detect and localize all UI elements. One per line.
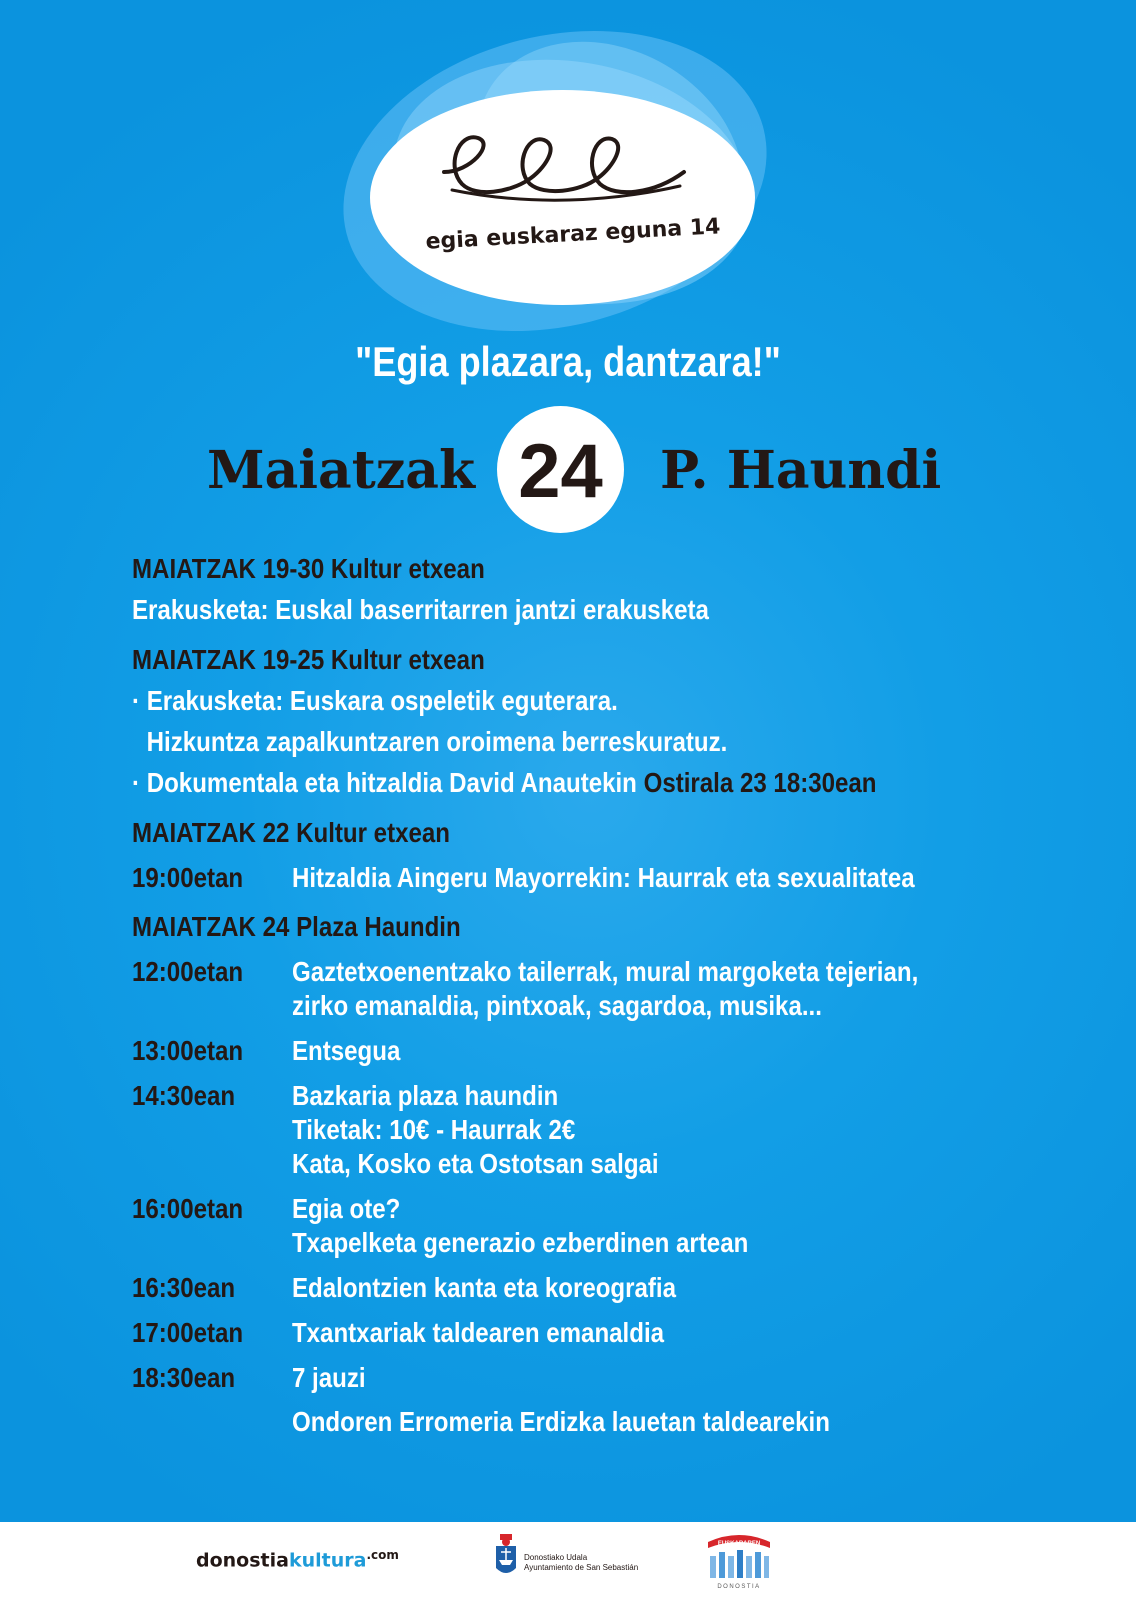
event-time: 18:30ean <box>132 1362 236 1393</box>
event-time: 17:00etan <box>132 1317 244 1348</box>
udala-line2: Ayuntamiento de San Sebastián <box>524 1563 639 1572</box>
event-time: 13:00etan <box>132 1035 244 1066</box>
program-line <box>132 766 877 800</box>
logo-text: egia euskaraz eguna 14 <box>424 214 722 255</box>
event-desc: Kata, Kosko eta Ostotsan salgai <box>291 1148 659 1179</box>
euskararen-donostia-logo <box>700 1530 778 1592</box>
event-desc: Egia ote? <box>291 1193 401 1224</box>
event-time: 14:30ean <box>132 1080 236 1111</box>
event-desc: Bazkaria plaza haundin <box>291 1080 559 1111</box>
date-day: 24 <box>518 429 603 514</box>
event-desc: Tiketak: 10€ - Haurrak 2€ <box>291 1114 576 1145</box>
event-desc: Txapelketa generazio ezberdinen artean <box>291 1227 749 1258</box>
event-desc: 7 jauzi <box>291 1362 366 1393</box>
program-line: Erakusketa: Euskal baserritarren jantzi erakusketa <box>132 594 709 625</box>
event-desc: Txantxariak taldearen emanaldia <box>291 1317 665 1348</box>
program-line-text: · Dokumentala eta hitzaldia David Anautekin <box>132 767 637 798</box>
site-sup: .com <box>366 1548 399 1562</box>
event-time: 16:30ean <box>132 1272 236 1303</box>
eusk-top-text: EUSKARAREN <box>717 1541 761 1547</box>
event-time: 19:00etan <box>132 862 244 893</box>
section-title: MAIATZAK 19-25 Kultur etxean <box>132 644 485 675</box>
udala-line1: Donostiako Udala <box>524 1553 588 1562</box>
date-month: Maiatzak <box>207 440 475 501</box>
site-part2: kultura <box>288 1549 367 1572</box>
event-desc: Hitzaldia Aingeru Mayorrekin: Haurrak eta sexualitatea <box>291 862 915 893</box>
donostiakultura-logo <box>196 1548 399 1571</box>
site-part1: donostia <box>196 1549 289 1572</box>
event-desc: Gaztetxoenentzako tailerrak, mural margoketa tejerian, <box>291 956 919 987</box>
eee-script-logo <box>440 122 690 207</box>
event-desc: Edalontzien kanta eta koreografia <box>291 1272 677 1303</box>
program-line: Hizkuntza zapalkuntzaren oroimena berreskuratuz. <box>146 726 728 757</box>
date-place: P. Haundi <box>660 440 942 501</box>
city-crest-icon <box>494 1532 518 1580</box>
eusk-bottom-text: DONOSTIA <box>717 1584 761 1590</box>
udala-text <box>524 1553 638 1573</box>
program-line-time: Ostirala 23 18:30ean <box>643 767 877 798</box>
section-title: MAIATZAK 22 Kultur etxean <box>132 817 450 848</box>
program-line: · Erakusketa: Euskara ospeletik eguterara. <box>132 685 618 716</box>
event-time: 12:00etan <box>132 956 244 987</box>
event-desc: Ondoren Erromeria Erdizka lauetan taldearekin <box>291 1406 830 1437</box>
event-desc: zirko emanaldia, pintxoak, sagardoa, musika... <box>291 990 822 1021</box>
section-title: MAIATZAK 19-30 Kultur etxean <box>132 553 485 584</box>
event-desc: Entsegua <box>291 1035 401 1066</box>
section-title: MAIATZAK 24 Plaza Haundin <box>132 911 461 942</box>
event-time: 16:00etan <box>132 1193 244 1224</box>
slogan: "Egia plazara, dantzara!" <box>355 338 781 385</box>
